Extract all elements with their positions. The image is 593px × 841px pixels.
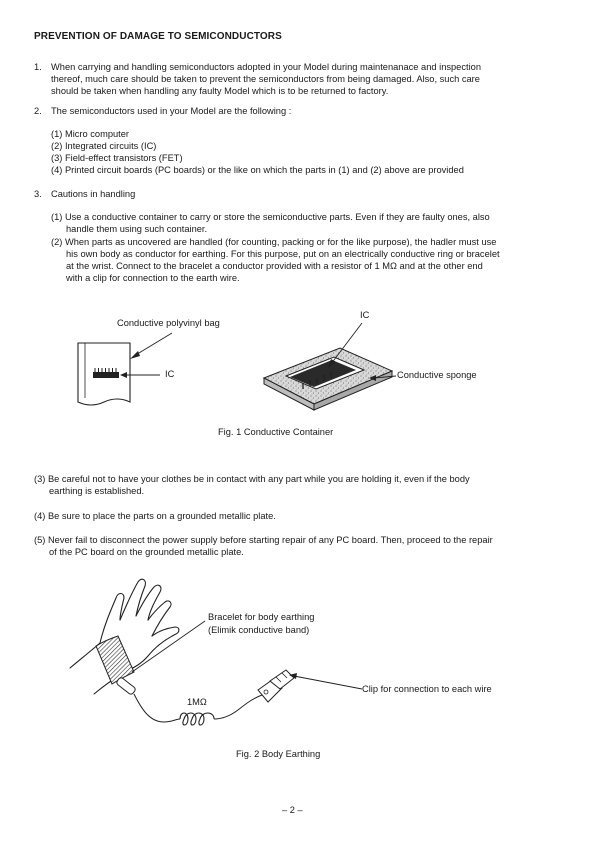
label-polyvinyl-bag: Conductive polyvinyl bag bbox=[117, 318, 220, 328]
section-2-item: (2) Integrated circuits (IC) bbox=[51, 141, 157, 151]
section-2-item: (1) Micro computer bbox=[51, 129, 130, 139]
section-2-item: (4) Printed circuit boards (PC boards) or the like on which the parts in (1) and (2) above are provided bbox=[51, 165, 464, 175]
label-conductive-sponge: Conductive sponge bbox=[397, 370, 477, 380]
label-clip: Clip for connection to each wire bbox=[362, 684, 492, 694]
section-3-item-2-line: at the wrist. Connect to the bracelet a conductor provided with a resistor of 1 MΩ and at the other end bbox=[66, 261, 483, 271]
section-1-number: 1. bbox=[34, 62, 42, 72]
label-resistor: 1MΩ bbox=[187, 697, 207, 707]
section-3-item-2-line: his own body as conductor for earthing. For this purpose, put on an electrically conductive ring or bracelet bbox=[66, 249, 500, 259]
item-5-line: (5) Never fail to disconnect the power supply before starting repair of any PC board. Then, proceed to the repair bbox=[34, 535, 493, 545]
section-3-number: 3. bbox=[34, 189, 42, 199]
clip-leader-arrow bbox=[289, 673, 362, 689]
figure-2-caption: Fig. 2 Body Earthing bbox=[236, 749, 321, 759]
section-2-number: 2. bbox=[34, 106, 42, 116]
figure-1-caption: Fig. 1 Conductive Container bbox=[218, 427, 334, 437]
section-3-item-1-line: handle them using such container. bbox=[66, 224, 208, 234]
earthing-bracelet bbox=[96, 636, 134, 684]
label-ic-left: IC bbox=[165, 369, 175, 379]
section-2-intro: The semiconductors used in your Model are the following : bbox=[51, 106, 292, 116]
section-3-item-1-line: (1) Use a conductive container to carry or store the semiconductive parts. Even if they are faulty ones, also bbox=[51, 212, 490, 222]
alligator-clip bbox=[258, 670, 294, 702]
resistor-coil bbox=[180, 713, 214, 725]
item-5-line: of the PC board on the grounded metallic plate. bbox=[49, 547, 244, 557]
section-3-item-2-line: (2) When parts as uncovered are handled (for counting, packing or for the like purpose), the hadler must use bbox=[51, 237, 497, 247]
section-2-item: (3) Field-effect transistors (FET) bbox=[51, 153, 183, 163]
item-3-line: earthing is established. bbox=[49, 486, 145, 496]
section-1-line: thereof, much care should be taken to prevent the semiconductors from being damaged. Also, such care bbox=[51, 74, 480, 84]
label-conductive-band: (Elimik conductive band) bbox=[208, 625, 310, 635]
item-3-line: (3) Be careful not to have your clothes be in contact with any part while you are holding it, even if the body bbox=[34, 474, 470, 484]
section-1-line: should be taken when handling any faulty Model which is to be returned to factory. bbox=[51, 86, 389, 96]
section-3-item-2-line: with a clip for connection to the earth wire. bbox=[66, 273, 240, 283]
page-number: – 2 – bbox=[282, 805, 303, 815]
bracelet-connector bbox=[116, 677, 137, 696]
label-bracelet: Bracelet for body earthing bbox=[208, 612, 315, 622]
item-4: (4) Be sure to place the parts on a grounded metallic plate. bbox=[34, 511, 276, 521]
page-title: PREVENTION OF DAMAGE TO SEMICONDUCTORS bbox=[34, 31, 282, 42]
section-3-heading: Cautions in handling bbox=[51, 189, 136, 199]
section-1-line: When carrying and handling semiconductors adopted in your Model during maintenanace and inspection bbox=[51, 62, 481, 72]
label-ic-top: IC bbox=[360, 310, 370, 320]
